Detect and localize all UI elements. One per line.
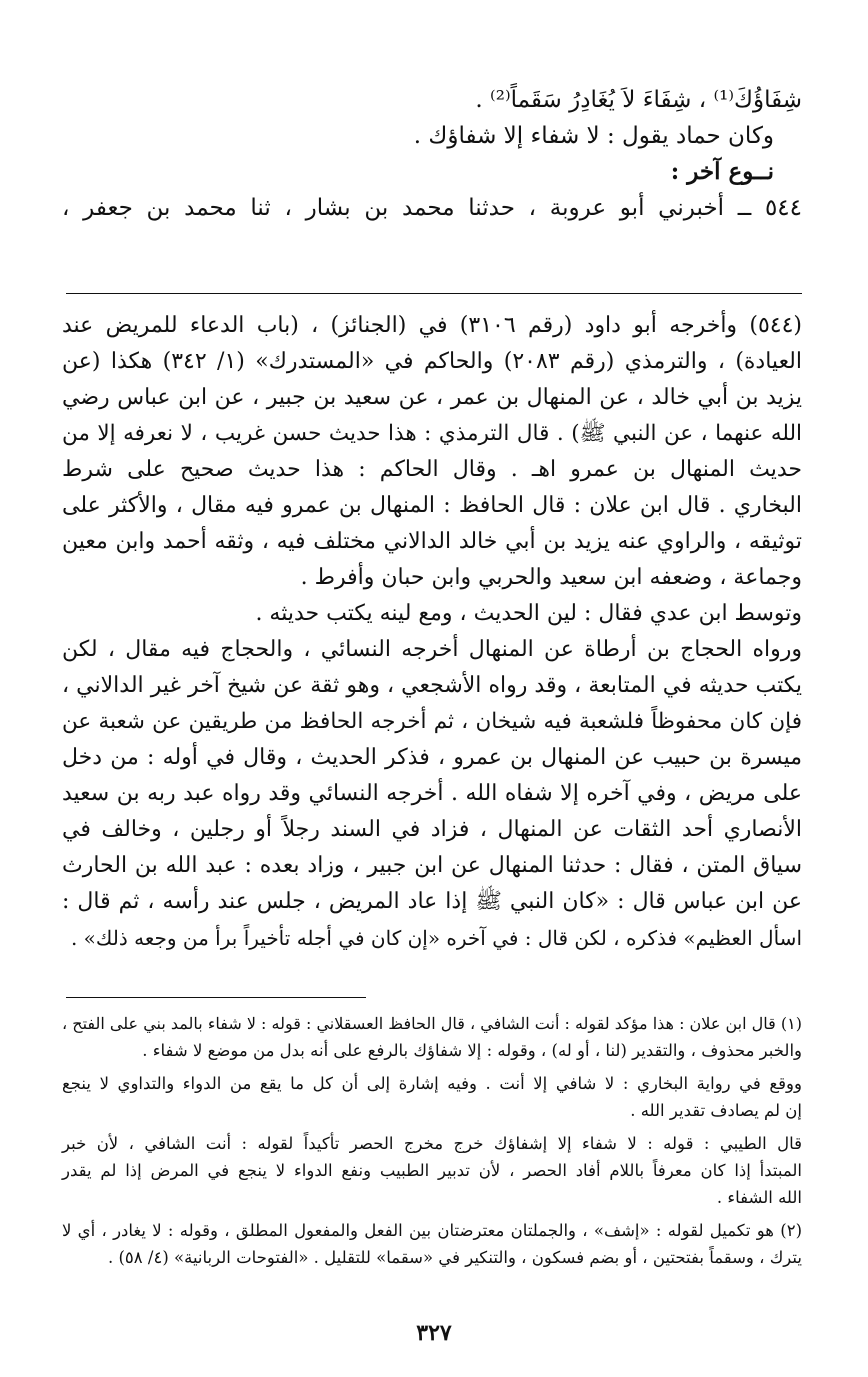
main-line: شِفَاؤُكَ⁽¹⁾ ، شِفَاءَ لاَ يُغَادِرُ سَقَماً⁽²⁾ . bbox=[475, 87, 802, 113]
takhrij-line: البخاري . قال ابن علان : قال الحافظ : المنهال بن عمرو فيه مقال ، والأكثر على bbox=[62, 493, 802, 518]
takhrij-line: يزيد بن أبي خالد ، عن المنهال بن عمر ، عن سعيد بن جبير ، عن ابن عباس رضي bbox=[62, 385, 802, 410]
footnote-line: (٢) هو تكميل لقوله : «إشف» ، والجملتان معترضتان بين الفعل والمفعول المطلق ، وقوله : لا يغادر ، أي لا bbox=[62, 1221, 802, 1240]
takhrij-line: الأنصاري أحد الثقات عن المنهال ، فزاد في السند رجلاً أو رجلين ، وخالف في bbox=[62, 817, 802, 842]
section-heading: نــوع آخر : bbox=[670, 158, 774, 185]
footnote-line: الله الشفاء . bbox=[716, 1188, 802, 1207]
footnote-line: (١) قال ابن علان : هذا مؤكد لقوله : أنت الشافي ، قال الحافظ العسقلاني : قوله : لا شفاء بالمد بني على الفتح ، bbox=[62, 1014, 802, 1033]
footnote-rule bbox=[66, 997, 366, 998]
footnote-line: ووقع في رواية البخاري : لا شافي إلا أنت . وفيه إشارة إلى أن كل ما يقع من الدواء والتداوي لا ينجع bbox=[62, 1074, 802, 1093]
takhrij-notes bbox=[62, 308, 802, 956]
takhrij-line: فإن كان محفوظاً فلشعبة فيه شيخان ، ثم أخرجه الحافظ من طريقين عن شعبة عن bbox=[62, 709, 802, 734]
takhrij-line: على مريض ، وفي آخره إلا شفاه الله . أخرجه النسائي وقد رواه عبد ربه بن سعيد bbox=[62, 781, 802, 806]
page-number: ٣٢٧ bbox=[416, 1320, 452, 1346]
takhrij-line: سياق المتن ، فقال : حدثنا المنهال عن ابن جبير ، وزاد بعده : عبد الله بن الحارث bbox=[62, 853, 802, 878]
takhrij-line: (٥٤٤) وأخرجه أبو داود (رقم ٣١٠٦) في (الجنائز) ، (باب الدعاء للمريض عند bbox=[62, 313, 802, 338]
footnote-line: إن لم يصادف تقدير الله . bbox=[630, 1101, 802, 1120]
takhrij-line: وجماعة ، وضعفه ابن سعيد والحربي وابن حبان وأفرط . bbox=[300, 565, 802, 590]
hadith-opening-line: ٥٤٤ ــ أخبرني أبو عروبة ، حدثنا محمد بن بشار ، ثنا محمد بن جعفر ، bbox=[62, 195, 802, 221]
separator-rule bbox=[66, 293, 802, 294]
takhrij-line: اسأل العظيم» فذكره ، لكن قال : في آخره «إن كان في أجله تأخيراً برأ من وجعه ذلك» . bbox=[70, 926, 802, 950]
takhrij-line: ميسرة بن حبيب عن المنهال بن عمرو ، فذكر الحديث ، وقال في أوله : من دخل bbox=[62, 745, 802, 770]
takhrij-line: يكتب حديثه في المتابعة ، وقد رواه الأشجعي ، وهو ثقة عن شيخ آخر غير الدالاني ، bbox=[62, 673, 802, 698]
main-text bbox=[62, 82, 802, 226]
footnote-line: يترك ، وسقماً بفتحتين ، أو بضم فسكون ، والتنكير في «سقما» للتقليل . «الفتوحات الربانية» (٤/ ٥٨) . bbox=[107, 1248, 802, 1267]
footnote-line: المبتدأ إذا كان معرفاً باللام أفاد الحصر ، لأن تدبير الطبيب ونفع الدواء لا ينجع في المرض إذا لم يقدر bbox=[62, 1161, 802, 1180]
takhrij-line: العيادة) ، والترمذي (رقم ٢٠٨٣) والحاكم في «المستدرك» (١/ ٣٤٢) هكذا (عن bbox=[62, 349, 803, 374]
takhrij-line: ورواه الحجاج بن أرطاة عن المنهال أخرجه النسائي ، والحجاج فيه مقال ، لكن bbox=[62, 637, 802, 662]
takhrij-line: الله عنهما ، عن النبي ﷺ) . قال الترمذي : هذا حديث حسن غريب ، لا نعرفه إلا من bbox=[62, 421, 802, 446]
footnotes bbox=[62, 1010, 802, 1271]
takhrij-line: عن ابن عباس قال : «كان النبي ﷺ إذا عاد المريض ، جلس عند رأسه ، ثم قال : bbox=[62, 889, 802, 914]
takhrij-line: وتوسط ابن عدي فقال : لين الحديث ، ومع لينه يكتب حديثه . bbox=[255, 601, 802, 626]
takhrij-line: توثيقه ، والراوي عنه يزيد بن أبي خالد الدالاني مختلف فيه ، وثقه أحمد وابن معين bbox=[62, 529, 802, 554]
footnote-line: والخبر محذوف ، والتقدير (لنا ، أو له) ، وقوله : إلا شفاؤك بالرفع على أنه بدل من موضع لا شفاء . bbox=[142, 1041, 802, 1060]
takhrij-line: حديث المنهال بن عمرو اهـ . وقال الحاكم : هذا حديث صحيح على شرط bbox=[62, 457, 802, 482]
main-line: وكان حماد يقول : لا شفاء إلا شفاؤك . bbox=[413, 123, 774, 149]
footnote-line: قال الطيبي : قوله : لا شفاء إلا إشفاؤك خرج مخرج الحصر تأكيداً لقوله : أنت الشافي ، لأن خبر bbox=[62, 1134, 802, 1153]
